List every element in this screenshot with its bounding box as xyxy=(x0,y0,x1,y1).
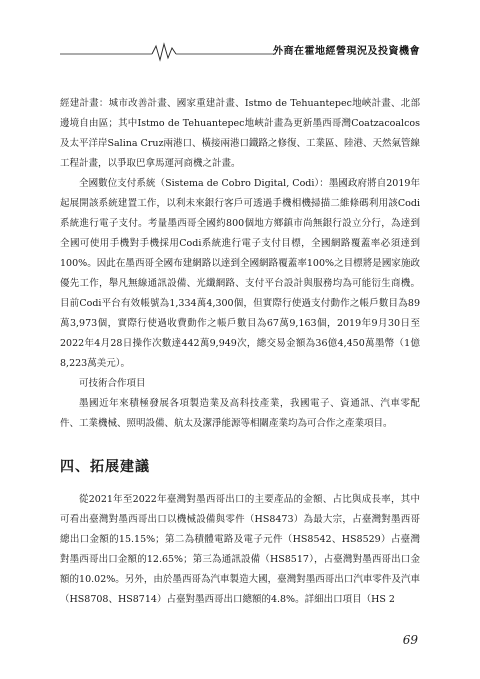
paragraph-cooperation-items: 墨國近年來積極發展各項製造業及高科技產業，我國電子、資通訊、汽車零配件、工業機械、照明設備、航太及潔淨能源等相關產業均為可合作之產業項目。 xyxy=(60,398,420,429)
section-heading: 四、拓展建議 xyxy=(60,459,150,475)
paragraph-export-suggestions: 從2021年至2022年臺灣對墨西哥出口的主要產品的金額、占比與成長率，其中可看出臺灣對墨西哥出口以機械設備與零件（HS8473）為最大宗，占臺灣對墨西哥總出口金額的15.15%；第二為積體電路及電子元件（HS8542、HS8529）占臺灣對墨西哥出口金額的12.65%；第三為通訊設備（HS8517），占臺灣對墨西哥出口金額的10.02%。另外，由於墨西哥為汽車製造大國，臺灣對墨西哥出口汽車零件及汽車（HS8708、HS8714）占臺對墨西哥出口總額的4.8%。詳細出口項目（HS 2 xyxy=(60,494,420,605)
paragraph-digital-payment: 全國數位支付系統（Sistema de Cobro Digital, Codi）：墨國政府將自2019年起展開該系統建置工作，以利未來銀行客戶可透過手機相機掃描二維條碼利用該Codi系統進行電子支付。考量墨西哥全國約800個地方鄉鎮市尚無銀行設立分行，為達到全國可使用手機對手機採用Codi系統進行電子支付目標，全國網路覆蓋率必須達到100%。因此在墨西哥全國布建網路以達到全國網路覆蓋率100%之目標將是國家施政優先工作，舉凡無線通訊設備、光纖網路、支付平台設計與服務均為可能衍生商機。目前Codi平台有效帳號為1,334萬4,300個，但實際行使過支付動作之帳戶數目為89萬3,973個，實際行使過收費動作之帳戶數目為67萬9,163個，2019年9月30日至2022年4月28日操作次數達442萬9,949次，總交易金額為36億4,450萬墨幣（1億8,223萬美元）。 xyxy=(60,178,420,369)
page-number: 69 xyxy=(402,633,418,647)
page-body xyxy=(60,94,420,610)
sub-heading-cooperation: 可技術合作項目 xyxy=(79,378,146,389)
paragraph-economic-plan: 經建計畫：城市改善計畫、國家重建計畫、Istmo de Tehuantepec地峽計畫、北部邊境自由區；其中Istmo de Tehuantepec地峽計畫為更新墨西哥灣Coatzacoalcos及太平洋岸Salina Cruz兩港口、橫接兩港口鐵路之修復、工業區、陸港、天然氣管線工程計畫，以爭取巴拿馬運河商機之計畫。 xyxy=(60,98,420,169)
header-title: 外商在霍地經營現況及投資機會 xyxy=(273,46,420,57)
running-header xyxy=(60,40,420,62)
